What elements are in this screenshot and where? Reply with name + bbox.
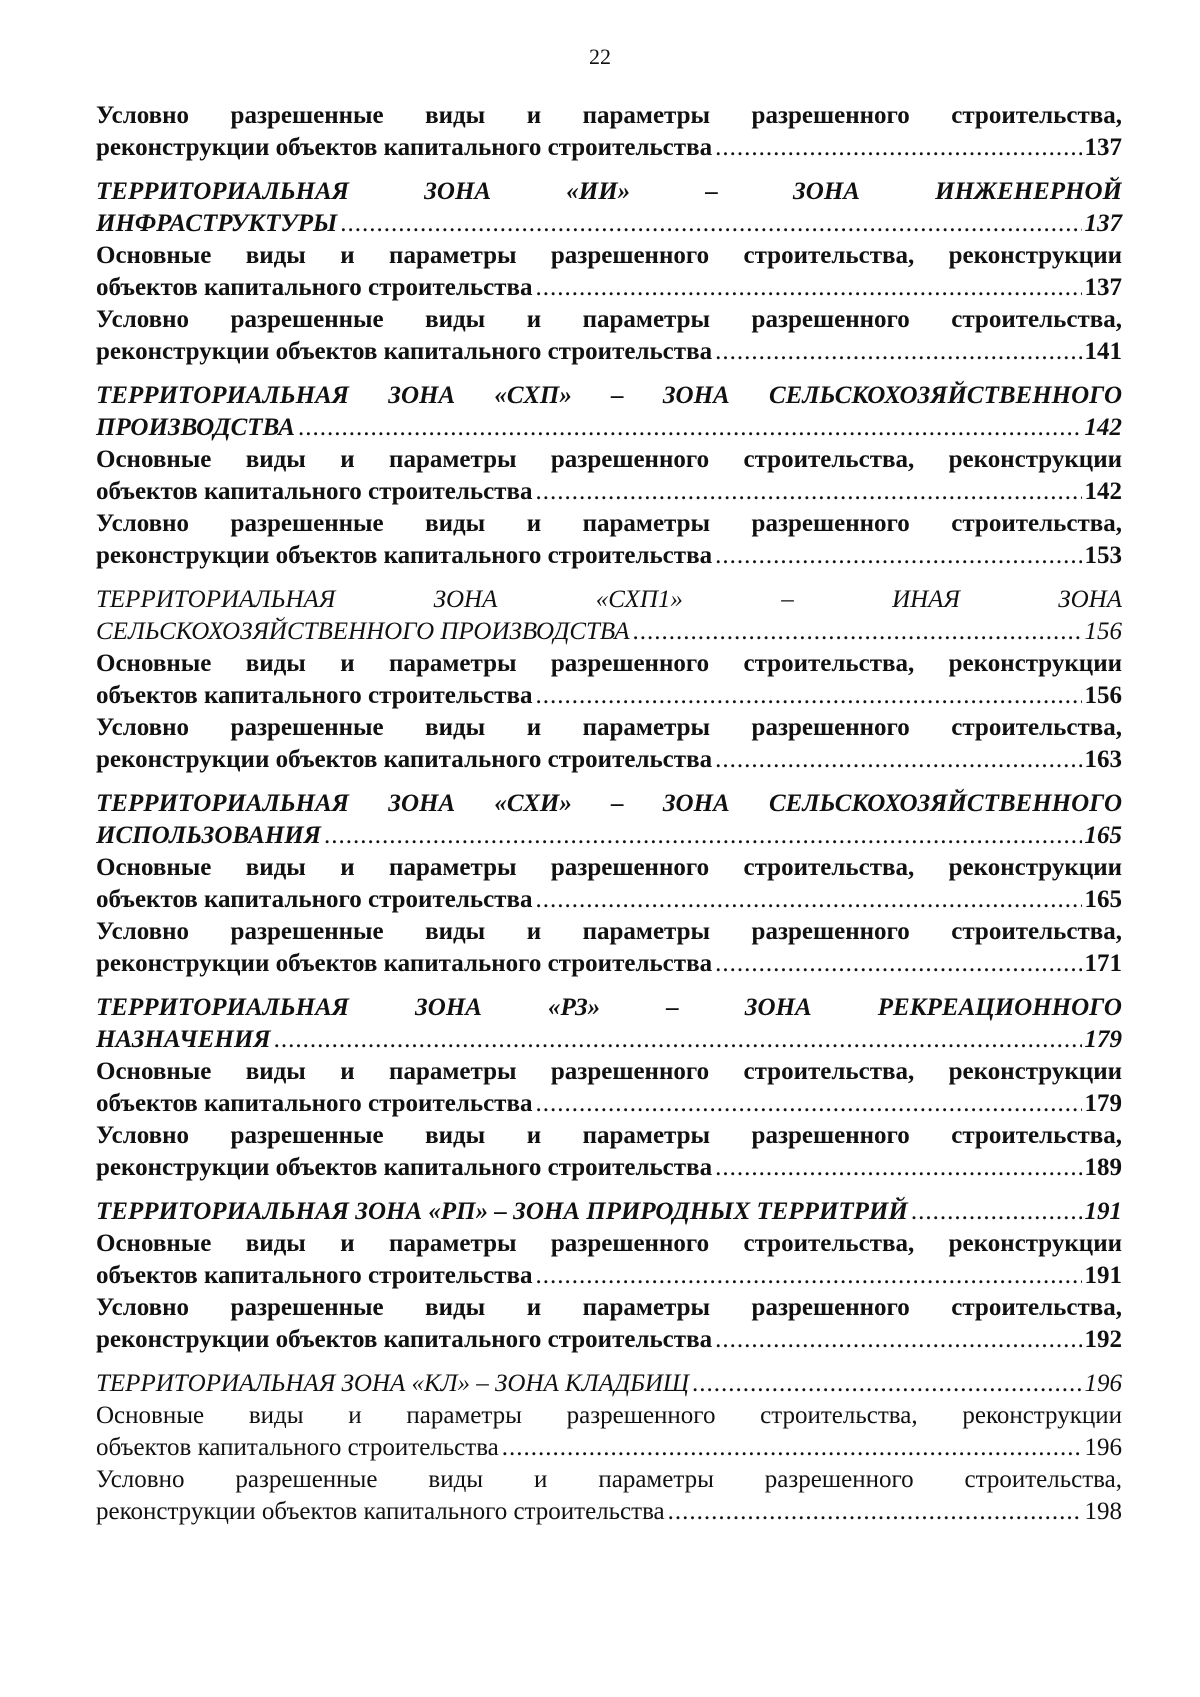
toc-subsection-entry[interactable] [96, 1400, 1122, 1464]
dot-leader [535, 1260, 1081, 1292]
toc-page-number: 196 [1084, 1434, 1122, 1461]
toc-entry-title-end: реконструкции объектов капитального строительства [96, 134, 713, 161]
dot-leader [668, 1496, 1082, 1528]
dot-leader [298, 412, 1082, 444]
dot-leader [911, 1196, 1082, 1228]
toc-page-number: 165 [1084, 822, 1122, 849]
toc-entry-title-end: ПРОИЗВОДСТВА [96, 414, 295, 441]
toc-subsection-entry[interactable] [96, 240, 1122, 304]
toc-entry-title-end: ИНФРАСТРУКТУРЫ [96, 210, 338, 237]
toc-entry-leader-line [96, 1496, 1122, 1528]
dot-leader [324, 820, 1082, 852]
toc-subsection-entry[interactable] [96, 916, 1122, 980]
toc-entry-title-end: реконструкции объектов капитального строительства [96, 1498, 665, 1525]
toc-entry-title-line: Условно разрешенные виды и параметры разрешенного строительства, [96, 306, 1122, 333]
toc-subsection-entry[interactable] [96, 444, 1122, 508]
toc-entry-title-line: Условно разрешенные виды и параметры разрешенного строительства, [96, 714, 1122, 741]
toc-entry-title-end: объектов капитального строительства [96, 1434, 499, 1461]
toc-entry-title-line: Условно разрешенные виды и параметры разрешенного строительства, [96, 102, 1122, 129]
toc-entry-title-end: ТЕРРИТОРИАЛЬНАЯ ЗОНА «КЛ» – ЗОНА КЛАДБИЩ [96, 1370, 689, 1397]
toc-subsection-entry[interactable] [96, 648, 1122, 712]
toc-subsection-entry[interactable] [96, 1292, 1122, 1356]
toc-entry-title-end: реконструкции объектов капитального строительства [96, 746, 713, 773]
toc-entry-title-end: реконструкции объектов капитального строительства [96, 1326, 713, 1353]
toc-subsection-entry[interactable] [96, 100, 1122, 164]
toc-subsection-entry[interactable] [96, 508, 1122, 572]
toc-entry-title-end: реконструкции объектов капитального строительства [96, 1154, 713, 1181]
toc-entry-title-line: Основные виды и параметры разрешенного строительства, реконструкции [96, 242, 1122, 269]
toc-zone-entry[interactable] [96, 176, 1122, 240]
toc-zone-entry[interactable] [96, 1196, 1122, 1228]
toc-entry-leader-line [96, 336, 1122, 368]
toc-entry-leader-line [96, 1152, 1122, 1184]
toc-entry-title-line: Основные виды и параметры разрешенного строительства, реконструкции [96, 446, 1122, 473]
toc-entry-title-line: Условно разрешенные виды и параметры разрешенного строительства, [96, 918, 1122, 945]
toc-entry-leader-line [96, 540, 1122, 572]
toc-entry-leader-line [96, 680, 1122, 712]
toc-entry-title-end: объектов капитального строительства [96, 478, 533, 505]
toc-entry-title-end: НАЗНАЧЕНИЯ [96, 1026, 271, 1053]
toc-subsection-entry[interactable] [96, 852, 1122, 916]
toc-page-number: 165 [1084, 886, 1122, 913]
toc-entry-title-line: Условно разрешенные виды и параметры разрешенного строительства, [96, 1294, 1122, 1321]
dot-leader [340, 208, 1081, 240]
toc-page-number: 156 [1084, 618, 1122, 645]
toc-entry-title-line: Основные виды и параметры разрешенного строительства, реконструкции [96, 650, 1122, 677]
toc-entry-title-end: объектов капитального строительства [96, 274, 533, 301]
toc-entry-leader-line [96, 1024, 1122, 1056]
toc-zone-entry[interactable] [96, 992, 1122, 1056]
toc-entry-title-end: объектов капитального строительства [96, 1262, 533, 1289]
toc-page-number: 191 [1084, 1198, 1122, 1225]
toc-entry-title-line: Основные виды и параметры разрешенного строительства, реконструкции [96, 854, 1122, 881]
dot-leader [715, 1152, 1081, 1184]
toc-entry-title-end: объектов капитального строительства [96, 1090, 533, 1117]
toc-page-number: 191 [1084, 1262, 1122, 1289]
toc-subsection-entry[interactable] [96, 1464, 1122, 1528]
toc-page-number: 142 [1084, 414, 1122, 441]
toc-page-number: 179 [1084, 1026, 1122, 1053]
dot-leader [535, 680, 1081, 712]
toc-entry-leader-line [96, 1196, 1122, 1228]
toc-entry-title-line: ТЕРРИТОРИАЛЬНАЯ ЗОНА «СХП» – ЗОНА СЕЛЬСКОХОЗЯЙСТВЕННОГО [96, 382, 1122, 409]
toc-entry-leader-line [96, 272, 1122, 304]
toc-entry-title-end: ТЕРРИТОРИАЛЬНАЯ ЗОНА «РП» – ЗОНА ПРИРОДНЫХ ТЕРРИТРИЙ [96, 1198, 908, 1225]
toc-zone-entry[interactable] [96, 380, 1122, 444]
toc-page-number: 156 [1084, 682, 1122, 709]
toc-page-number: 198 [1084, 1498, 1122, 1525]
toc-entry-title-line: Основные виды и параметры разрешенного строительства, реконструкции [96, 1058, 1122, 1085]
toc-page-number: 179 [1084, 1090, 1122, 1117]
toc-entry-leader-line [96, 1088, 1122, 1120]
toc-entry-title-end: объектов капитального строительства [96, 886, 533, 913]
toc-entry-title-line: Основные виды и параметры разрешенного строительства, реконструкции [96, 1402, 1122, 1429]
dot-leader [633, 616, 1082, 648]
dot-leader [535, 272, 1081, 304]
toc-entry-leader-line [96, 476, 1122, 508]
toc-page-number: 189 [1084, 1154, 1122, 1181]
toc-subsection-entry[interactable] [96, 1228, 1122, 1292]
toc-entry-title-end: реконструкции объектов капитального строительства [96, 542, 713, 569]
toc-entry-leader-line [96, 744, 1122, 776]
dot-leader [715, 744, 1081, 776]
toc-page-number: 196 [1084, 1370, 1122, 1397]
toc-entry-title-line: Условно разрешенные виды и параметры разрешенного строительства, [96, 1466, 1122, 1493]
page-number: 22 [589, 44, 611, 69]
toc-subsection-entry[interactable] [96, 1056, 1122, 1120]
toc-subsection-entry[interactable] [96, 1120, 1122, 1184]
toc-zone-entry[interactable] [96, 788, 1122, 852]
toc-entry-leader-line [96, 616, 1122, 648]
toc-entry-leader-line [96, 1324, 1122, 1356]
toc-entry-leader-line [96, 412, 1122, 444]
dot-leader [715, 948, 1081, 980]
toc-subsection-entry[interactable] [96, 712, 1122, 776]
toc-page-number: 153 [1084, 542, 1122, 569]
dot-leader [715, 1324, 1081, 1356]
toc-entry-title-end: ИСПОЛЬЗОВАНИЯ [96, 822, 321, 849]
toc-subsection-entry[interactable] [96, 304, 1122, 368]
dot-leader [715, 540, 1081, 572]
toc-page-number: 192 [1084, 1326, 1122, 1353]
toc-entry-title-line: Условно разрешенные виды и параметры разрешенного строительства, [96, 510, 1122, 537]
toc-entry-leader-line [96, 884, 1122, 916]
toc-page-number: 171 [1084, 950, 1122, 977]
toc-zone-entry[interactable] [96, 584, 1122, 648]
toc-entry-title-end: СЕЛЬСКОХОЗЯЙСТВЕННОГО ПРОИЗВОДСТВА [96, 618, 630, 645]
dot-leader [535, 884, 1081, 916]
toc-entry-title-line: Условно разрешенные виды и параметры разрешенного строительства, [96, 1122, 1122, 1149]
toc-zone-entry[interactable] [96, 1368, 1122, 1400]
toc-entry-leader-line [96, 948, 1122, 980]
dot-leader [535, 1088, 1081, 1120]
toc-entry-leader-line [96, 1432, 1122, 1464]
toc-entry-leader-line [96, 132, 1122, 164]
toc-entry-title-line: ТЕРРИТОРИАЛЬНАЯ ЗОНА «ИИ» – ЗОНА ИНЖЕНЕРНОЙ [96, 178, 1122, 205]
dot-leader [274, 1024, 1082, 1056]
toc-entry-title-end: объектов капитального строительства [96, 682, 533, 709]
toc-entry-title-line: ТЕРРИТОРИАЛЬНАЯ ЗОНА «РЗ» – ЗОНА РЕКРЕАЦИОННОГО [96, 994, 1122, 1021]
toc-entry-title-end: реконструкции объектов капитального строительства [96, 950, 713, 977]
toc-entry-leader-line [96, 820, 1122, 852]
toc-page-number: 141 [1084, 338, 1122, 365]
toc-entry-title-line: Основные виды и параметры разрешенного строительства, реконструкции [96, 1230, 1122, 1257]
toc-page-number: 137 [1084, 134, 1122, 161]
toc-entry-leader-line [96, 1260, 1122, 1292]
toc-entry-title-line: ТЕРРИТОРИАЛЬНАЯ ЗОНА «СХП1» – ИНАЯ ЗОНА [96, 586, 1122, 613]
toc-entry-title-line: ТЕРРИТОРИАЛЬНАЯ ЗОНА «СХИ» – ЗОНА СЕЛЬСКОХОЗЯЙСТВЕННОГО [96, 790, 1122, 817]
toc-entry-title-end: реконструкции объектов капитального строительства [96, 338, 713, 365]
toc-page-number: 142 [1084, 478, 1122, 505]
dot-leader [692, 1368, 1082, 1400]
toc-entry-leader-line [96, 1368, 1122, 1400]
toc-page-number: 137 [1084, 210, 1122, 237]
dot-leader [715, 132, 1081, 164]
table-of-contents [96, 100, 1122, 1528]
toc-page-number: 137 [1084, 274, 1122, 301]
dot-leader [502, 1432, 1082, 1464]
dot-leader [535, 476, 1081, 508]
toc-page-number: 163 [1084, 746, 1122, 773]
toc-entry-leader-line [96, 208, 1122, 240]
dot-leader [715, 336, 1081, 368]
